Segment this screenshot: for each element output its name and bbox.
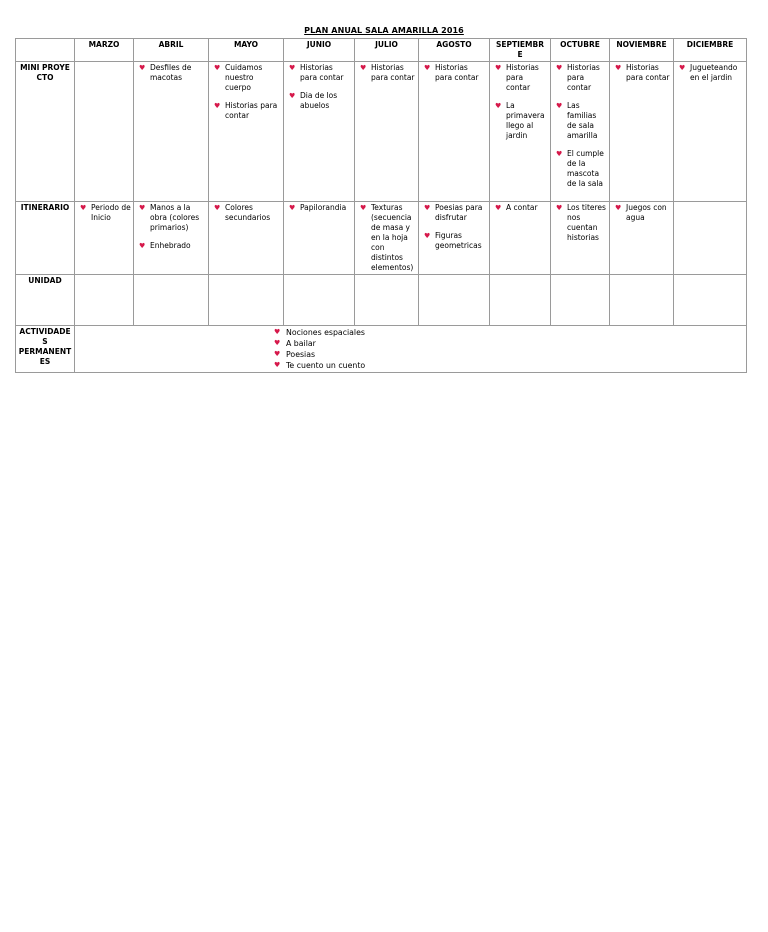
month-header-diciembre: DICIEMBRE — [674, 39, 747, 62]
list-item-text: Historias para contar — [371, 63, 415, 82]
list-item — [553, 149, 607, 189]
heart-icon: ♥ — [495, 64, 502, 72]
bullet-list — [676, 63, 744, 83]
list-item-text: Historias para contar — [567, 63, 600, 92]
list-item — [492, 101, 548, 141]
month-header-mayo: MAYO — [209, 39, 284, 62]
table-row — [16, 202, 747, 275]
list-item-text: Dia de los abuelos — [300, 91, 338, 110]
heart-icon: ♥ — [80, 204, 87, 212]
list-item — [421, 231, 487, 251]
heart-icon: ♥ — [139, 64, 146, 72]
bullet-list — [77, 203, 131, 223]
list-item-text: Figuras geometricas — [435, 231, 482, 250]
month-header-abril: ABRIL — [134, 39, 209, 62]
list-item-text: Periodo de Inicio — [91, 203, 131, 222]
list-item — [136, 241, 206, 251]
table-cell — [284, 202, 355, 275]
list-item — [553, 101, 607, 141]
list-item — [77, 203, 131, 223]
list-item-text: Historias para contar — [435, 63, 479, 82]
plan-table — [15, 38, 747, 373]
month-header-julio: JULIO — [355, 39, 419, 62]
corner-cell — [16, 39, 75, 62]
table-cell — [209, 202, 284, 275]
heart-icon: ♥ — [495, 204, 502, 212]
list-item — [274, 349, 744, 360]
month-header-noviembre: NOVIEMBRE — [610, 39, 674, 62]
list-item — [211, 63, 281, 93]
list-item — [136, 203, 206, 233]
list-item-text: Poesias — [286, 350, 316, 359]
heart-icon: ♥ — [424, 232, 431, 240]
table-cell — [419, 62, 490, 202]
list-item-text: Jugueteando en el jardin — [690, 63, 738, 82]
bullet-list — [211, 203, 281, 223]
list-item — [286, 203, 352, 213]
table-cell — [355, 202, 419, 275]
bullet-list — [286, 203, 352, 213]
list-item-text: A contar — [506, 203, 538, 212]
table-cell — [134, 62, 209, 202]
heart-icon: ♥ — [556, 102, 563, 110]
list-item — [492, 63, 548, 93]
row-label: ACTIVIDADE S PERMANENT ES — [16, 326, 75, 373]
list-item-text: Papilorandia — [300, 203, 347, 212]
bullet-list — [421, 203, 487, 251]
row-label: MINI PROYECTO — [16, 62, 75, 202]
heart-icon: ♥ — [360, 64, 367, 72]
table-cell — [610, 62, 674, 202]
table-cell — [610, 275, 674, 326]
list-item-text: A bailar — [286, 339, 316, 348]
list-item — [274, 360, 744, 371]
document-title: PLAN ANUAL SALA AMARILLA 2016 — [304, 26, 464, 35]
list-item-text: Historias para contar — [300, 63, 344, 82]
list-item-text: Juegos con agua — [626, 203, 667, 222]
heart-icon: ♥ — [274, 339, 281, 347]
list-item-text: El cumple de la mascota de la sala — [567, 149, 604, 188]
month-header-marzo: MARZO — [75, 39, 134, 62]
table-cell — [355, 62, 419, 202]
month-header-junio: JUNIO — [284, 39, 355, 62]
list-item — [357, 203, 416, 273]
list-item — [211, 101, 281, 121]
table-cell — [209, 275, 284, 326]
month-header-septiembre: SEPTIEMBR E — [490, 39, 551, 62]
list-item — [676, 63, 744, 83]
table-cell — [674, 202, 747, 275]
bullet-list — [553, 63, 607, 189]
table-cell — [490, 202, 551, 275]
list-item — [492, 203, 548, 213]
heart-icon: ♥ — [289, 64, 296, 72]
bullet-list — [357, 63, 416, 83]
table-cell — [75, 202, 134, 275]
bullet-list — [211, 63, 281, 121]
list-item — [553, 203, 607, 243]
bullet-list — [612, 203, 671, 223]
heart-icon: ♥ — [556, 204, 563, 212]
list-item-text: Cuidamos nuestro cuerpo — [225, 63, 263, 92]
table-cell — [75, 275, 134, 326]
bullet-list — [77, 327, 744, 371]
list-item-text: Manos a la obra (colores primarios) — [150, 203, 200, 232]
permanent-activities-row — [16, 326, 747, 373]
table-cell — [419, 275, 490, 326]
list-item — [286, 63, 352, 83]
heart-icon: ♥ — [495, 102, 502, 110]
table-cell — [490, 62, 551, 202]
header-row — [16, 39, 747, 62]
list-item-text: Las familias de sala amarilla — [567, 101, 598, 140]
heart-icon: ♥ — [139, 204, 146, 212]
list-item — [274, 327, 744, 338]
bullet-list — [553, 203, 607, 243]
heart-icon: ♥ — [214, 102, 221, 110]
list-item — [211, 203, 281, 223]
table-cell — [551, 275, 610, 326]
month-header-agosto: AGOSTO — [419, 39, 490, 62]
list-item-text: Los titeres nos cuentan historias — [567, 203, 606, 242]
heart-icon: ♥ — [274, 350, 281, 358]
list-item-text: Enhebrado — [150, 241, 191, 250]
table-cell — [610, 202, 674, 275]
heart-icon: ♥ — [556, 64, 563, 72]
list-item — [421, 63, 487, 83]
bullet-list — [357, 203, 416, 273]
list-item — [286, 91, 352, 111]
bullet-list — [136, 63, 206, 83]
row-label: ITINERARIO — [16, 202, 75, 275]
list-item-text: Desfiles de macotas — [150, 63, 192, 82]
heart-icon: ♥ — [214, 204, 221, 212]
heart-icon: ♥ — [615, 204, 622, 212]
heart-icon: ♥ — [556, 150, 563, 158]
list-item-text: Historias para contar — [506, 63, 539, 92]
heart-icon: ♥ — [424, 64, 431, 72]
table-cell — [551, 202, 610, 275]
heart-icon: ♥ — [139, 242, 146, 250]
row-label: UNIDAD — [16, 275, 75, 326]
heart-icon: ♥ — [289, 92, 296, 100]
table-cell — [490, 275, 551, 326]
table-cell — [75, 62, 134, 202]
bullet-list — [421, 63, 487, 83]
list-item — [274, 338, 744, 349]
heart-icon: ♥ — [274, 361, 281, 369]
list-item-text: Poesias para disfrutar — [435, 203, 483, 222]
list-item-text: Historias para contar — [225, 101, 278, 120]
heart-icon: ♥ — [274, 328, 281, 336]
heart-icon: ♥ — [679, 64, 686, 72]
table-cell — [674, 275, 747, 326]
table-cell — [355, 275, 419, 326]
bullet-list — [136, 203, 206, 251]
list-item-text: Te cuento un cuento — [286, 361, 366, 370]
heart-icon: ♥ — [424, 204, 431, 212]
table-cell — [134, 202, 209, 275]
table-row — [16, 275, 747, 326]
heart-icon: ♥ — [360, 204, 367, 212]
bullet-list — [492, 63, 548, 141]
list-item-text: La primavera llego al jardin — [506, 101, 545, 140]
table-cell — [419, 202, 490, 275]
heart-icon: ♥ — [289, 204, 296, 212]
table-cell — [134, 275, 209, 326]
heart-icon: ♥ — [214, 64, 221, 72]
list-item — [612, 203, 671, 223]
list-item — [421, 203, 487, 223]
month-header-octubre: OCTUBRE — [551, 39, 610, 62]
bullet-list — [612, 63, 671, 83]
list-item — [553, 63, 607, 93]
heart-icon: ♥ — [615, 64, 622, 72]
permanent-activities-cell — [75, 326, 747, 373]
list-item-text: Historias para contar — [626, 63, 670, 82]
table-cell — [551, 62, 610, 202]
bullet-list — [492, 203, 548, 213]
table-row — [16, 62, 747, 202]
table-cell — [209, 62, 284, 202]
list-item — [357, 63, 416, 83]
table-cell — [674, 62, 747, 202]
list-item-text: Nociones espaciales — [286, 328, 365, 337]
list-item-text: Colores secundarios — [225, 203, 271, 222]
list-item-text: Texturas (secuencia de masa y en la hoja con distintos elementos) — [371, 203, 414, 272]
list-item — [136, 63, 206, 83]
bullet-list — [286, 63, 352, 111]
table-cell — [284, 62, 355, 202]
list-item — [612, 63, 671, 83]
table-cell — [284, 275, 355, 326]
